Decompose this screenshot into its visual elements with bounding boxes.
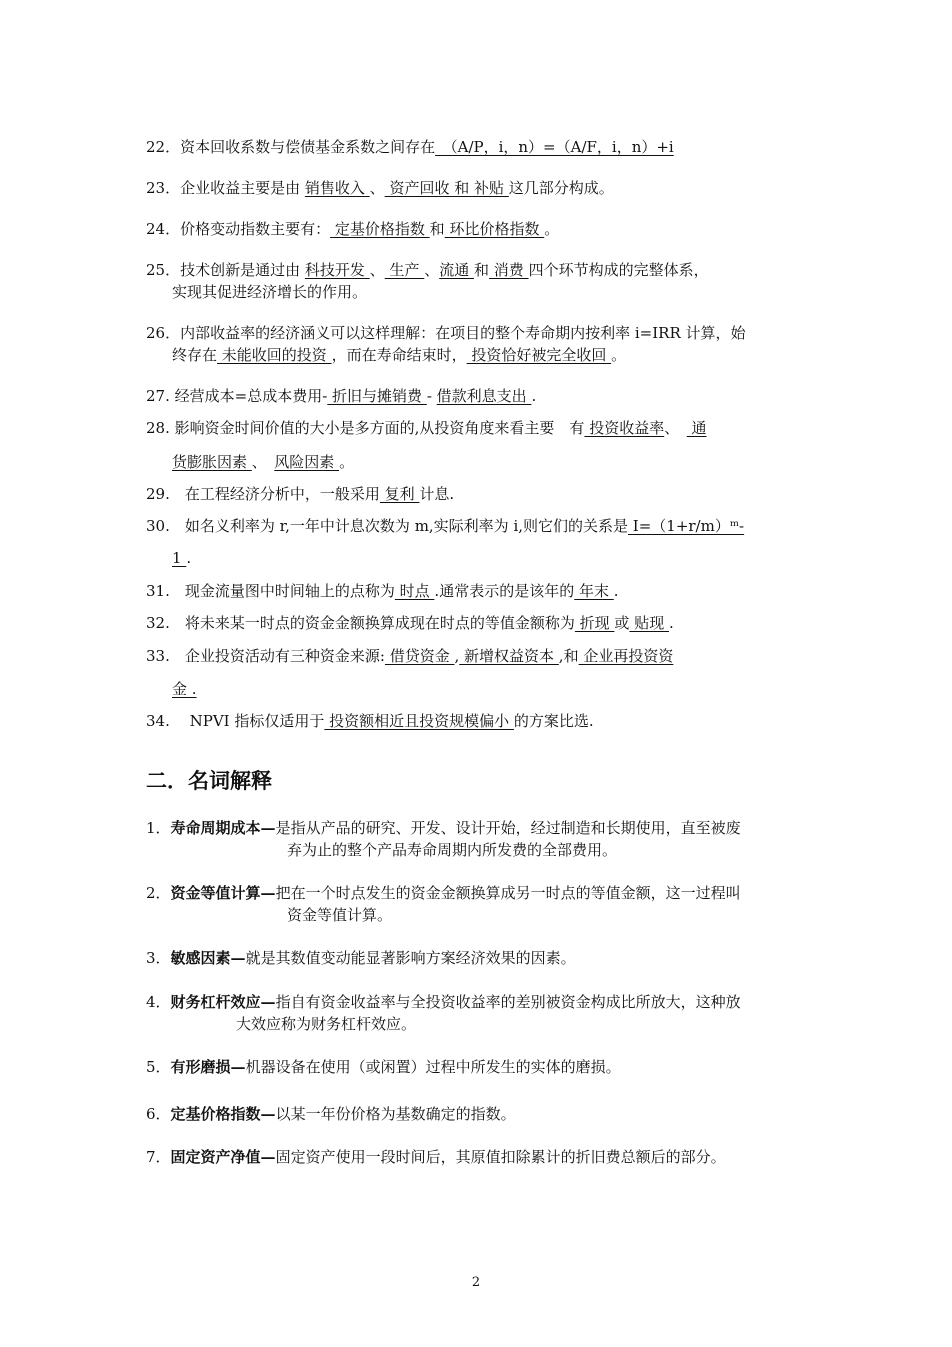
item-30-continuation: 1 . <box>172 549 192 567</box>
item-32: 32. 将未来某一时点的资金金额换算成现在时点的等值金额称为 折现 或 贴现 . <box>146 614 674 632</box>
page-number: 2 <box>471 1275 481 1290</box>
definition-2-continuation: 资金等值计算。 <box>287 906 393 924</box>
item-28-continuation: 货膨胀因素 、 风险因素 。 <box>172 453 355 471</box>
item-30: 30. 如名义利率为 r,一年中计息次数为 m,实际利率为 i,则它们的关系是 I=（1+r/m）ᵐ- <box>146 517 745 535</box>
item-25: 25．技术创新是通过由 科技开发 、 生产 、流通 和 消费 四个环节构成的完整体系， <box>146 261 709 279</box>
definition-7: 7．固定资产净值—固定资产使用一段时间后，其原值扣除累计的折旧费总额后的部分。 <box>146 1148 726 1166</box>
definition-4: 4．财务杠杆效应—指自有资金收益率与全投资收益率的差别被资金构成比所放大，这种放 <box>146 993 741 1011</box>
item-27: 27. 经营成本=总成本费用- 折旧与摊销费 - 借款利息支出 . <box>146 387 537 405</box>
definition-3: 3．敏感因素—就是其数值变动能显著影响方案经济效果的因素。 <box>146 949 576 967</box>
definition-6: 6．定基价格指数—以某一年份价格为基数确定的指数。 <box>146 1105 516 1123</box>
item-33-continuation: 金 . <box>172 680 197 698</box>
definition-1: 1．寿命周期成本—是指从产品的研究、开发、设计开始，经过制造和长期使用，直至被废 <box>146 819 741 837</box>
item-22: 22．资本回收系数与偿债基金系数之间存在 （A/P，i，n）=（A/F，i，n）+i <box>146 138 674 156</box>
item-24: 24．价格变动指数主要有： 定基价格指数 和 环比价格指数 。 <box>146 220 560 238</box>
definition-2: 2．资金等值计算—把在一个时点发生的资金金额换算成另一时点的等值金额，这一过程叫 <box>146 884 741 902</box>
section-title: 二．名词解释 <box>146 768 272 793</box>
item-28: 28. 影响资金时间价值的大小是多方面的,从投资角度来看主要 有 投资收益率、 通 <box>146 419 707 437</box>
item-34: 34. NPVI 指标仅适用于 投资额相近且投资规模偏小 的方案比选. <box>146 712 594 730</box>
item-33: 33. 企业投资活动有三种资金来源: 借贷资金 , 新增权益资本 ,和 企业再投资资 <box>146 647 674 665</box>
item-29: 29. 在工程经济分析中，一般采用 复利 计息. <box>146 485 455 503</box>
definition-5: 5．有形磨损—机器设备在使用（或闲置）过程中所发生的实体的磨损。 <box>146 1058 621 1076</box>
item-31: 31. 现金流量图中时间轴上的点称为 时点 .通常表示的是该年的 年末 . <box>146 582 619 600</box>
item-26: 26．内部收益率的经济涵义可以这样理解：在项目的整个寿命期内按利率 i=IRR 计算，始 <box>146 324 746 342</box>
item-26-continuation: 终存在 未能收回的投资 ，而在寿命结束时， 投资恰好被完全收回 。 <box>172 346 627 364</box>
definition-4-continuation: 大效应称为财务杠杆效应。 <box>236 1015 417 1033</box>
item-25-continuation: 实现其促进经济增长的作用。 <box>172 283 368 301</box>
item-23: 23．企业收益主要是由 销售收入 、 资产回收 和 补贴 这几部分构成。 <box>146 179 614 197</box>
definition-1-continuation: 弃为止的整个产品寿命周期内所发费的全部费用。 <box>287 841 618 859</box>
